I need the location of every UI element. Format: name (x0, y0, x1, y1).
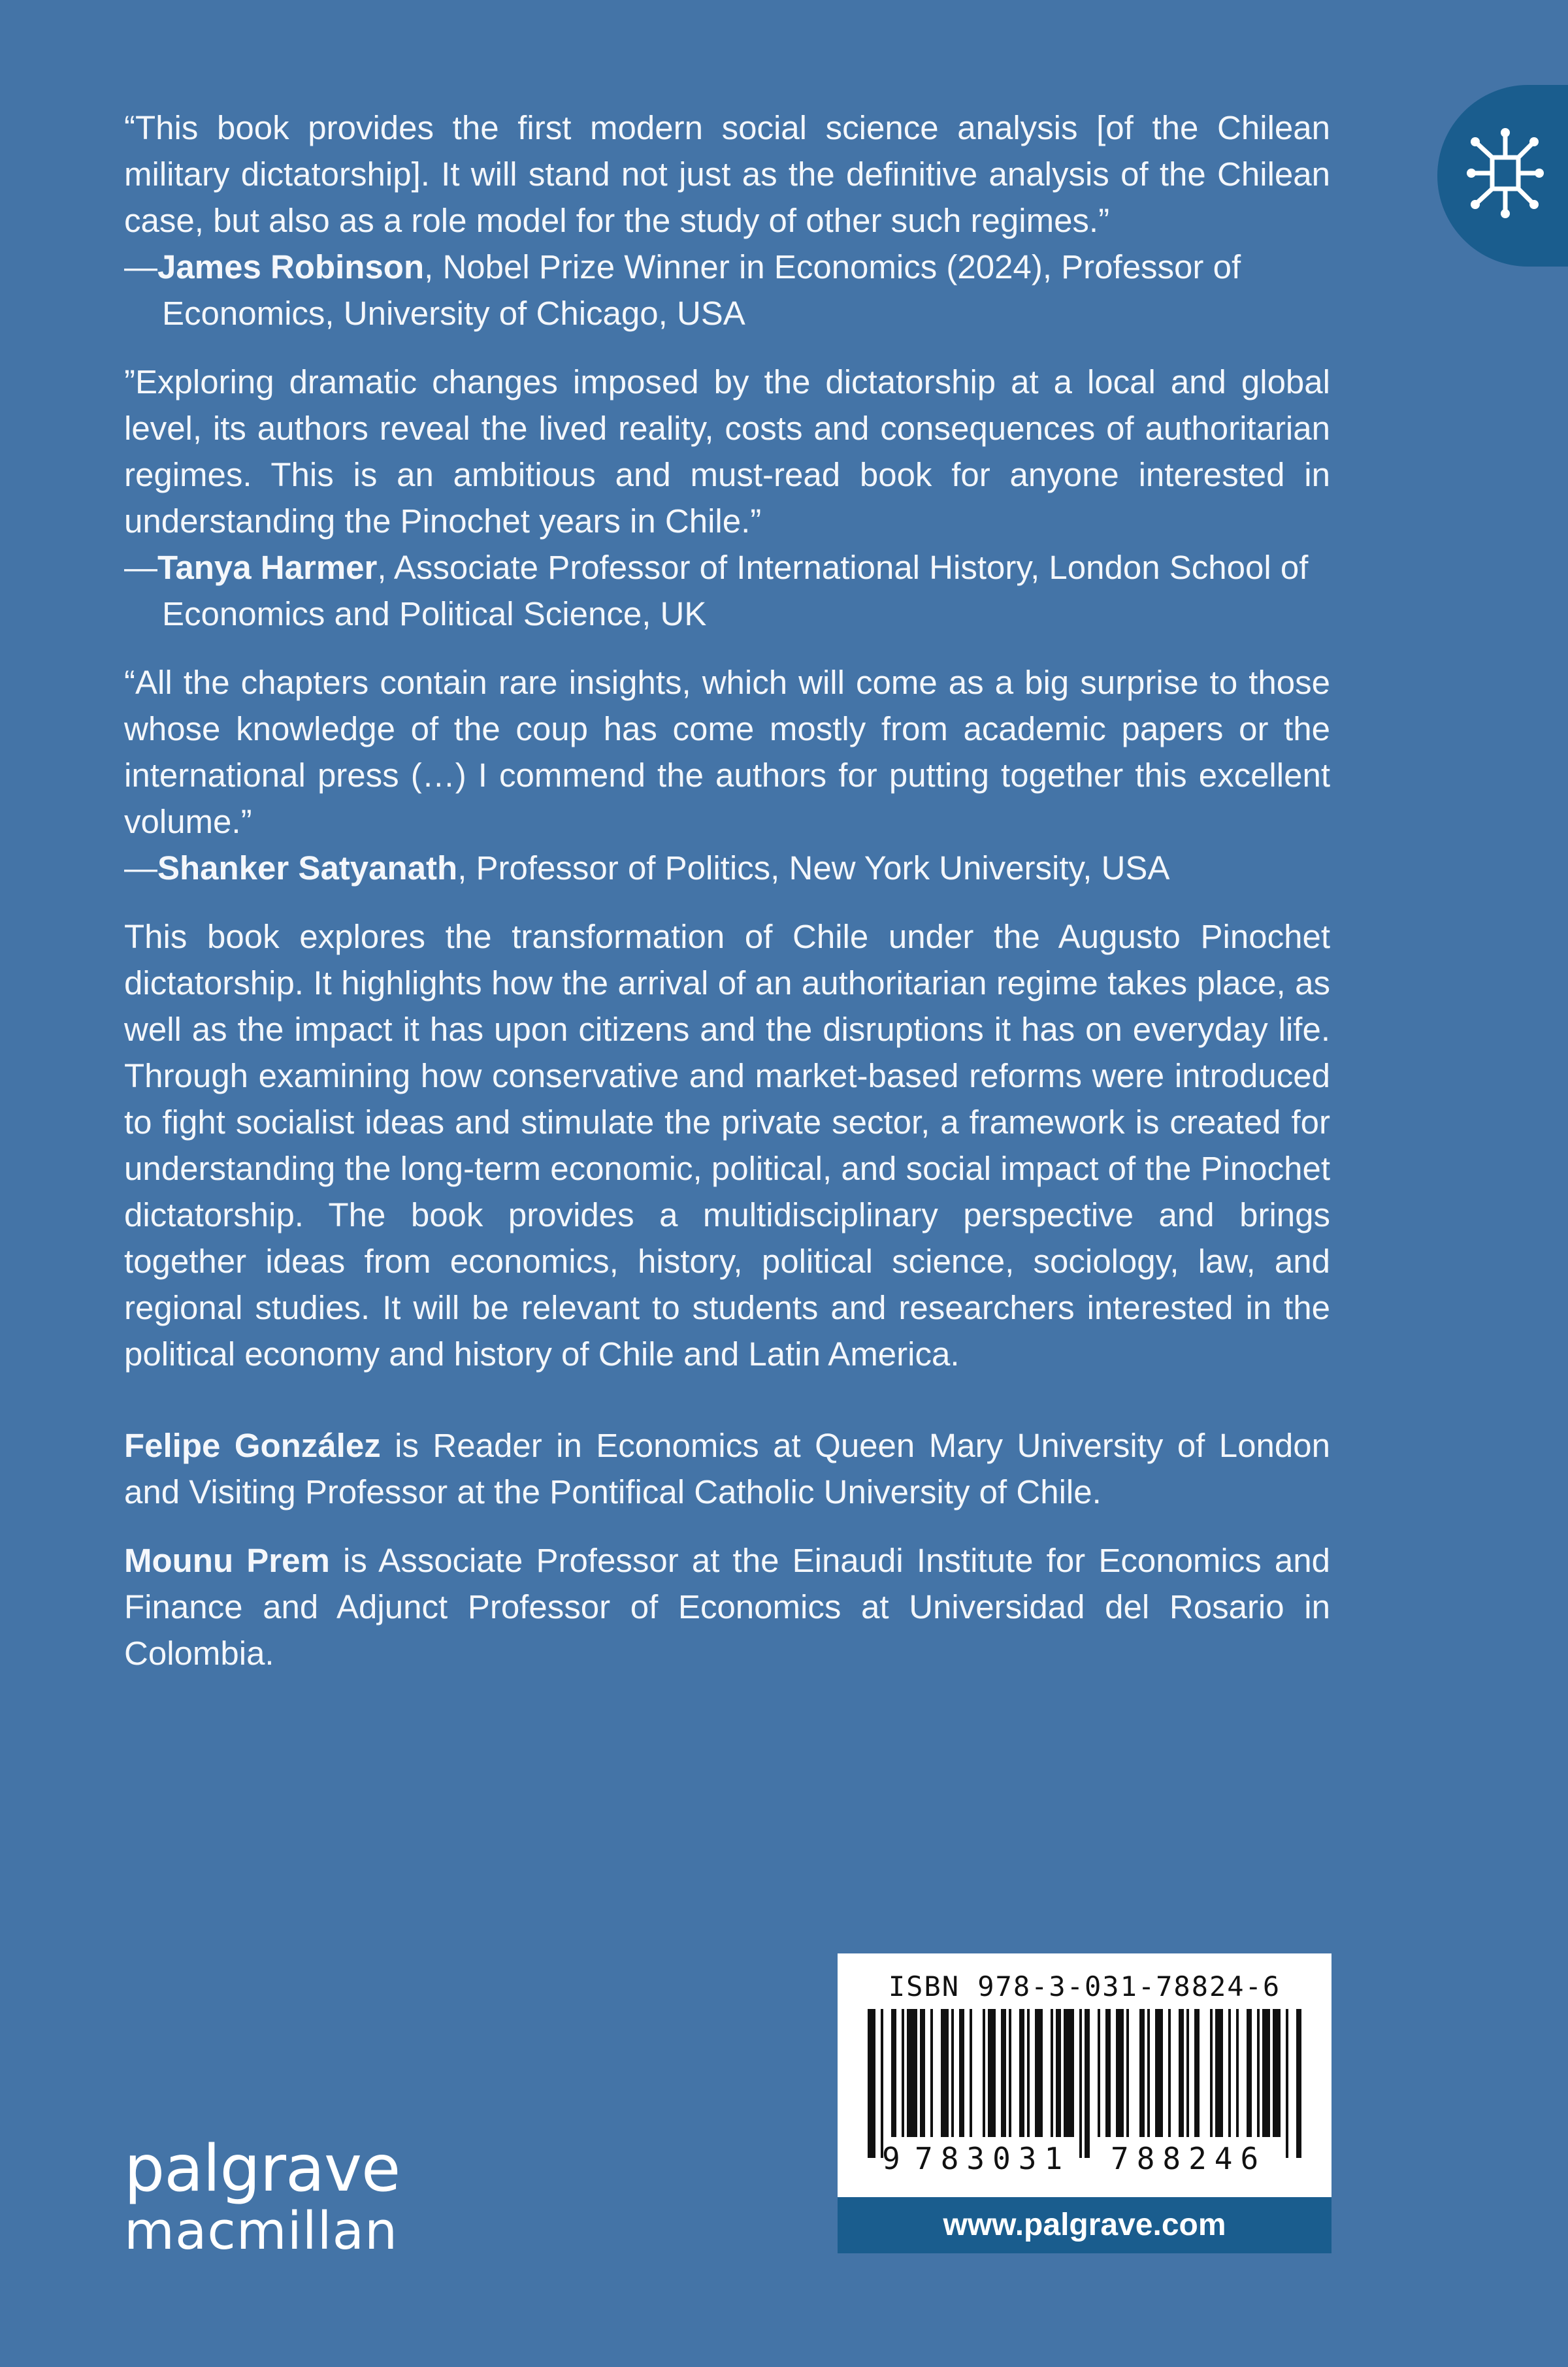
barcode-bar (1296, 2009, 1301, 2158)
barcode-bar (1257, 2009, 1260, 2137)
barcode-bar (1056, 2009, 1061, 2137)
barcode-bar (920, 2009, 925, 2137)
barcode (861, 2009, 1312, 2158)
barcode-bar (1210, 2009, 1213, 2137)
quote-attribution (124, 544, 1330, 637)
barcode-bar (1179, 2009, 1184, 2137)
barcode-bar (1105, 2009, 1111, 2137)
barcode-bar (881, 2009, 883, 2158)
endorsement-quote (124, 659, 1330, 891)
barcode-bar (902, 2009, 904, 2137)
isbn-label: ISBN 978-3-031-78824-6 (888, 1970, 1281, 2002)
endorsement-quote (124, 359, 1330, 637)
barcode-bar (907, 2009, 917, 2137)
publisher-website: www.palgrave.com (838, 2197, 1331, 2253)
barcode-bar (1035, 2009, 1043, 2137)
author-bio-text: is Reader in Economics at Queen Mary University of London and Visiting Professor at the Pontifical Catholic University of Chile. (124, 1427, 1330, 1510)
endorser-affiliation: , Nobel Prize Winner in Economics (2024), Professor of Economics, University of Chicago, USA (162, 248, 1241, 332)
barcode-bar (1262, 2009, 1270, 2137)
barcode-bar (988, 2009, 996, 2137)
author-name: Felipe González (124, 1427, 381, 1464)
barcode-digits-right: 788246 (1111, 2141, 1267, 2176)
barcode-bar (930, 2009, 933, 2137)
author-bio (124, 1537, 1330, 1676)
isbn-barcode-block (838, 1953, 1331, 2197)
barcode-bar (959, 2009, 964, 2137)
quote-attribution (124, 244, 1330, 336)
barcode-bar (1228, 2009, 1231, 2137)
barcode-bar (1126, 2009, 1129, 2137)
attribution-dash: — (124, 849, 157, 887)
barcode-bar (868, 2009, 875, 2158)
quote-attribution (124, 845, 1330, 891)
barcode-digits-left: 783031 (915, 2141, 1071, 2176)
barcode-bar (1215, 2009, 1223, 2137)
barcode-bar (1051, 2009, 1053, 2137)
barcode-digit-prefix: 9 (882, 2141, 900, 2176)
attribution-dash: — (124, 248, 157, 286)
quote-text: “This book provides the first modern social science analysis [of the Chilean military dictatorship]. It will stand not just as the definitive analysis of the Chilean case, but also as a role model for the study of other such regimes.” (124, 109, 1330, 239)
publisher-name-line2: macmillan (124, 2201, 399, 2261)
barcode-bar (970, 2009, 972, 2137)
endorsement-quote (124, 105, 1330, 336)
springer-nature-icon (1466, 118, 1544, 229)
barcode-bar (1098, 2009, 1100, 2137)
barcode-bar (1236, 2009, 1239, 2137)
back-cover-text (124, 105, 1330, 1699)
barcode-bar (1027, 2009, 1030, 2137)
barcode-bar (1273, 2009, 1281, 2137)
barcode-bar (1247, 2009, 1252, 2137)
author-bio-text: is Associate Professor at the Einaudi Institute for Economics and Finance and Adjunct Professor of Economics at Universidad del Rosario in Colombia. (124, 1542, 1330, 1672)
publisher-logo (124, 2132, 400, 2261)
barcode-bar (1064, 2009, 1074, 2137)
barcode-bar (1009, 2009, 1011, 2137)
quote-text: “All the chapters contain rare insights, which will come as a big surprise to those whose knowledge of the coup has come mostly from academic papers or the international press (…) I commend the authors for putting together this excellent volume.” (124, 664, 1330, 840)
endorser-affiliation: , Associate Professor of International History, London School of Economics and Political Science, UK (162, 549, 1309, 632)
endorser-affiliation: , Professor of Politics, New York University, USA (457, 849, 1170, 887)
author-name: Mounu Prem (124, 1542, 330, 1579)
barcode-bar (941, 2009, 949, 2137)
publisher-name-line1: palgrave (124, 2132, 400, 2206)
barcode-bar (1139, 2009, 1145, 2137)
barcode-bar (1286, 2009, 1288, 2158)
barcode-bar (1116, 2009, 1124, 2137)
barcode-bar (1079, 2009, 1082, 2158)
barcode-bar (1168, 2009, 1171, 2137)
quote-text: ”Exploring dramatic changes imposed by the dictatorship at a local and global level, its authors reveal the lived reality, costs and consequences of authoritarian regimes. This is an ambitious and must-read book for anyone interested in understanding the Pinochet years in Chile.” (124, 363, 1330, 540)
barcode-bar (983, 2009, 985, 2137)
barcode-bar (1001, 2009, 1006, 2137)
book-description: This book explores the transformation of Chile under the Augusto Pinochet dictatorship. It highlights how the arrival of an authoritarian regime takes place, as well as the impact it has upon citizens and the disruptions it has on everyday life. Through examining how conservative and market-based reforms were introduced to fight socialist ideas and stimulate the private sector, a framework is created for understanding the long-term economic, political, and social impact of the Pinochet dictatorship. The book provides a multidisciplinary perspective and brings together ideas from economics, history, political science, sociology, law, and regional studies. It will be relevant to students and researchers interested in the political economy and history of Chile and Latin America. (124, 918, 1330, 1373)
barcode-bar (1155, 2009, 1163, 2137)
barcode-bar (1186, 2009, 1189, 2137)
endorser-name: Tanya Harmer (157, 549, 378, 586)
barcode-bar (891, 2009, 896, 2137)
barcode-bar (1147, 2009, 1150, 2137)
endorser-name: James Robinson (157, 248, 425, 286)
barcode-bar (951, 2009, 954, 2137)
attribution-dash: — (124, 549, 157, 586)
author-bio (124, 1422, 1330, 1515)
barcode-bar (1085, 2009, 1090, 2158)
barcode-bar (1019, 2009, 1024, 2137)
endorser-name: Shanker Satyanath (157, 849, 458, 887)
corner-badge (1437, 85, 1568, 267)
barcode-bar (1194, 2009, 1200, 2137)
